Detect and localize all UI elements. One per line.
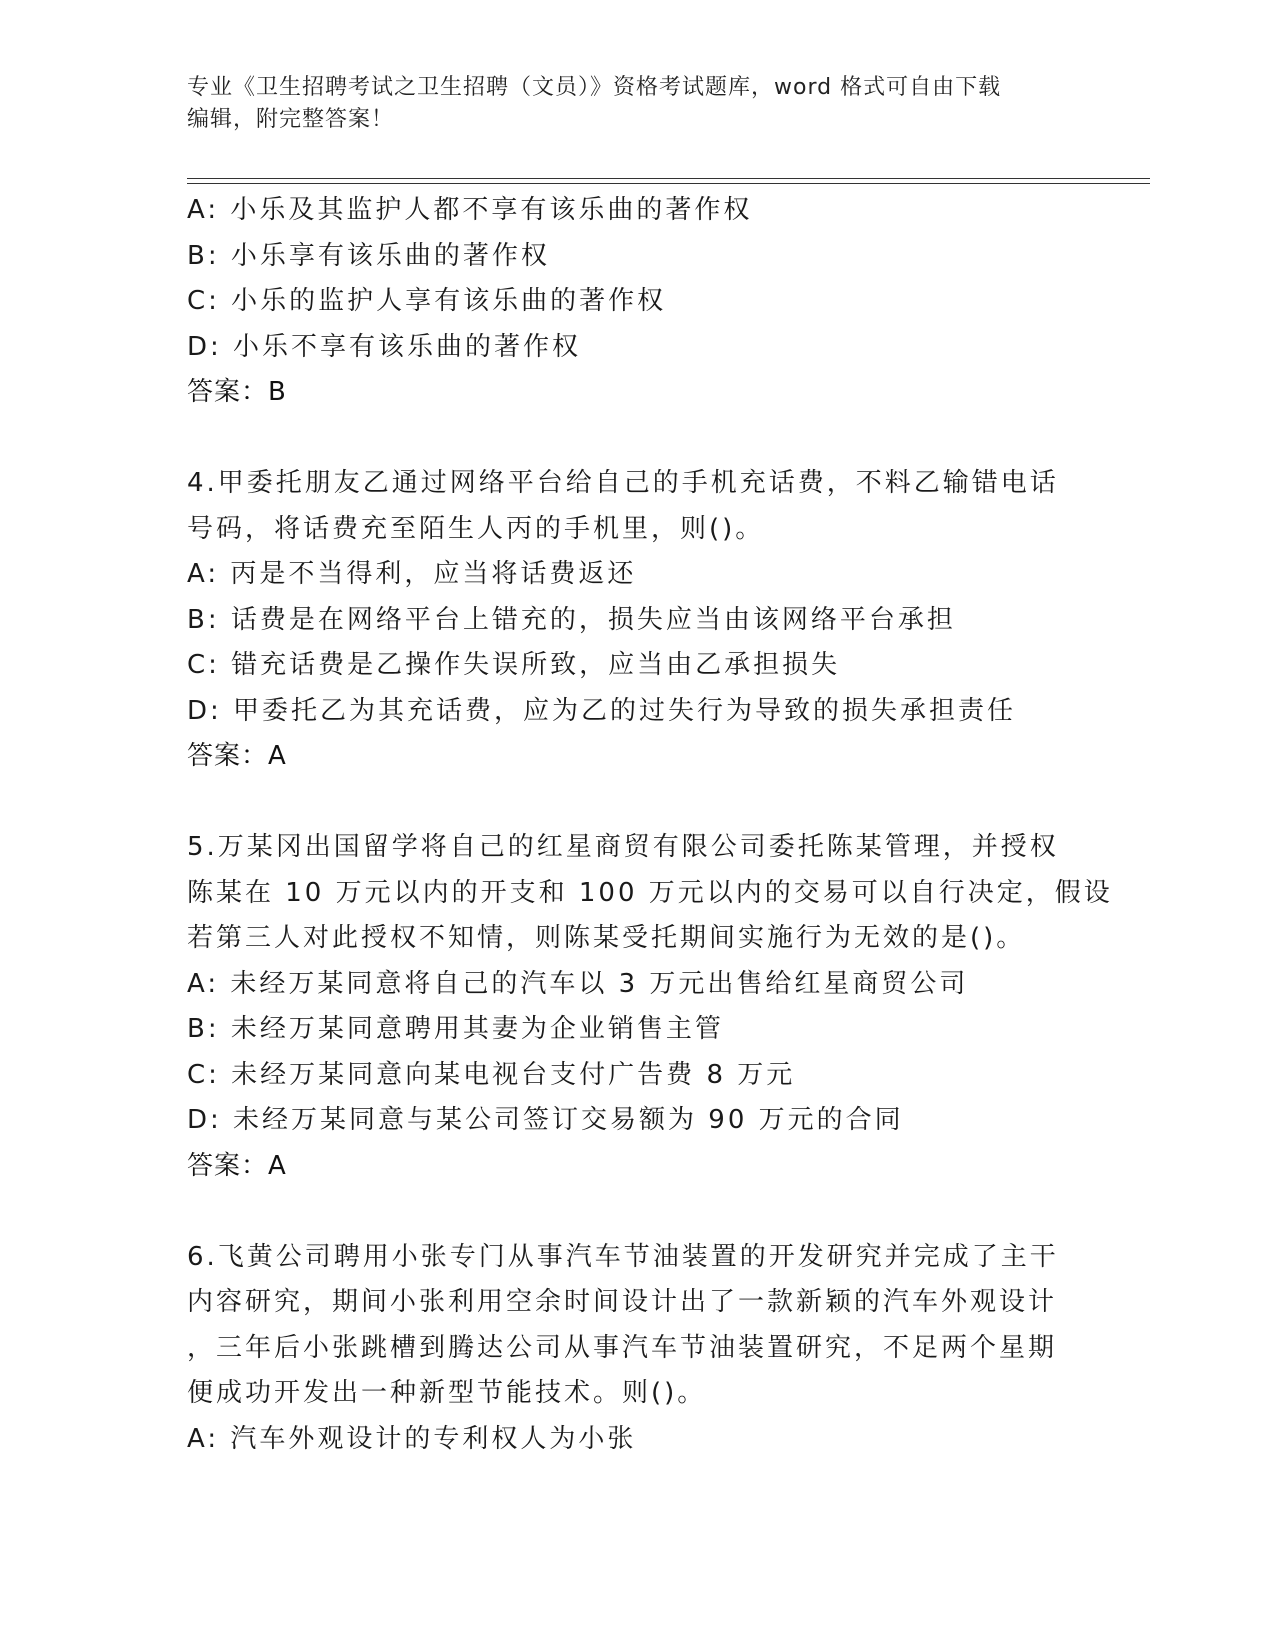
- question-stem-line: 4.甲委托朋友乙通过网络平台给自己的手机充话费，不料乙输错电话: [187, 468, 1059, 498]
- question-6: [187, 1235, 1087, 1463]
- answer-line: 答案：B: [187, 377, 287, 407]
- option-c: C: 未经万某同意向某电视台支付广告费 8 万元: [187, 1059, 796, 1090]
- spacer: [187, 1189, 1087, 1235]
- header-line-2: 编辑，附完整答案！: [187, 107, 395, 132]
- answer-line: 答案：A: [187, 741, 287, 771]
- spacer: [187, 780, 1087, 826]
- spacer: [187, 416, 1087, 462]
- question-stem-line: 5.万某冈出国留学将自己的红星商贸有限公司委托陈某管理，并授权: [187, 832, 1059, 862]
- question-stem-line: ，三年后小张跳槽到腾达公司从事汽车节油装置研究，不足两个星期: [187, 1332, 1058, 1363]
- question-stem-line: 陈某在 10 万元以内的开支和 100 万元以内的交易可以自行决定，假设: [187, 877, 1113, 908]
- question-stem-line: 若第三人对此授权不知情，则陈某受托期间实施行为无效的是()。: [187, 923, 1026, 953]
- question-stem-line: 便成功开发出一种新型节能技术。则()。: [187, 1378, 707, 1408]
- option-c: C: 小乐的监护人享有该乐曲的著作权: [187, 286, 667, 316]
- option-b: B: 未经万某同意聘用其妻为企业销售主管: [187, 1014, 724, 1044]
- header-divider-bottom: [187, 183, 1150, 184]
- option-b: B: 小乐享有该乐曲的著作权: [187, 240, 550, 271]
- question-5: [187, 825, 1113, 1189]
- option-a: A: 未经万某同意将自己的汽车以 3 万元出售给红星商贸公司: [187, 968, 969, 999]
- header-line-1: 专业《卫生招聘考试之卫生招聘（文员）》资格考试题库，word 格式可自由下载: [187, 75, 1002, 100]
- question-content: [187, 188, 1113, 1462]
- question-4: [187, 461, 1087, 780]
- document-header: [187, 72, 1067, 136]
- option-c: C: 错充话费是乙操作失误所致，应当由乙承担损失: [187, 650, 841, 680]
- option-b: B: 话费是在网络平台上错充的，损失应当由该网络平台承担: [187, 604, 956, 635]
- question-3: [187, 188, 1087, 416]
- option-a: A: 汽车外观设计的专利权人为小张: [187, 1423, 637, 1454]
- option-d: D: 小乐不享有该乐曲的著作权: [187, 331, 582, 362]
- option-d: D: 未经万某同意与某公司签订交易额为 90 万元的合同: [187, 1105, 904, 1135]
- question-stem-line: 内容研究，期间小张利用空余时间设计出了一款新颖的汽车外观设计: [187, 1287, 1058, 1317]
- header-divider-top: [187, 178, 1150, 179]
- option-a: A: 丙是不当得利，应当将话费返还: [187, 559, 637, 589]
- option-a: A: 小乐及其监护人都不享有该乐曲的著作权: [187, 195, 753, 225]
- answer-line: 答案：A: [187, 1150, 287, 1181]
- question-stem-line: 6.飞黄公司聘用小张专门从事汽车节油装置的开发研究并完成了主干: [187, 1241, 1059, 1272]
- question-stem-line: 号码，将话费充至陌生人丙的手机里，则()。: [187, 513, 765, 544]
- option-d: D: 甲委托乙为其充话费，应为乙的过失行为导致的损失承担责任: [187, 695, 1017, 726]
